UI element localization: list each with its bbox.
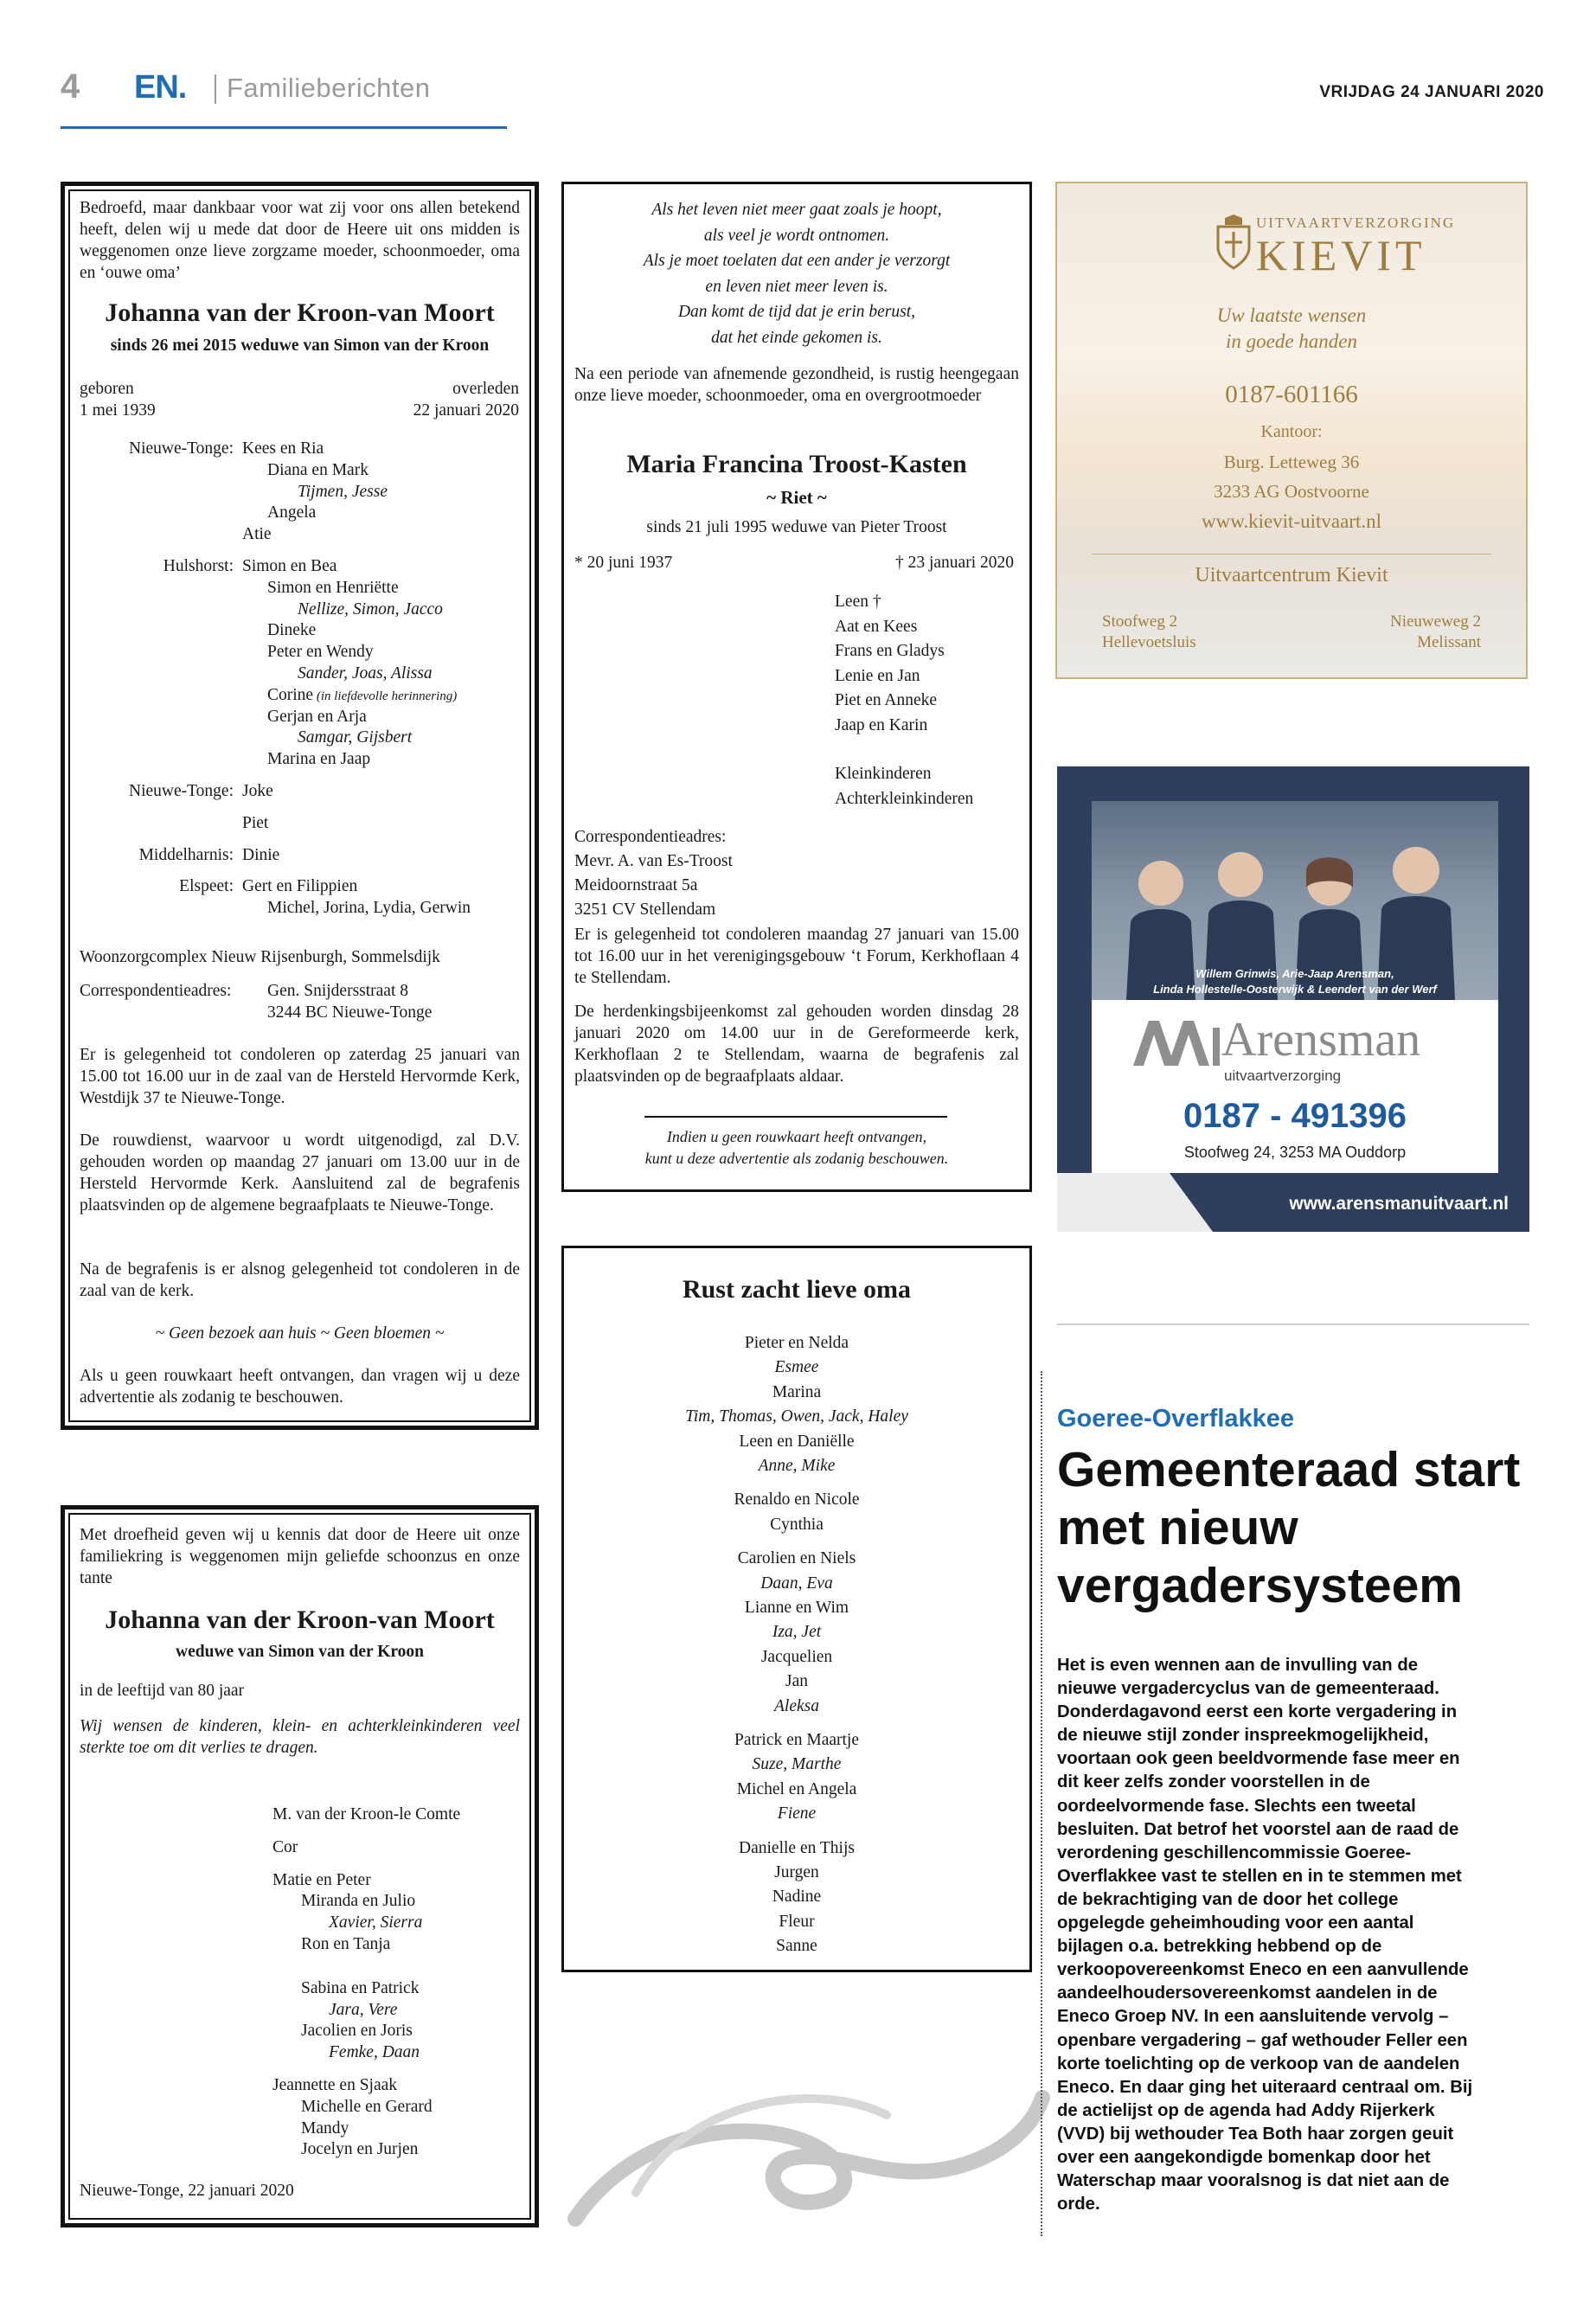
family-member: Pieter en Nelda	[744, 1334, 849, 1352]
notice-inner-border	[68, 189, 531, 1422]
family-place: Hulshorst:	[163, 557, 234, 575]
family-member: Tim, Thomas, Owen, Jack, Haley	[685, 1407, 908, 1426]
family-member: Patrick en Maartje	[734, 1731, 860, 1749]
family-member: Sanne	[776, 1937, 817, 1956]
arensman-advertisement[interactable]	[1057, 766, 1529, 1232]
arensman-logo-icon	[1133, 1021, 1220, 1066]
family-member: Gerjan en Arja	[267, 707, 367, 726]
family-member: Peter en Wendy	[267, 643, 374, 662]
kievit-loc2-street: Nieuweweg 2	[1390, 612, 1481, 631]
family-member: Angela	[267, 503, 317, 522]
notice2-memorial: De herdenkingsbijeenkomst zal gehouden worden dinsdag 28 januari 2020 om 14.00 uur in de Gereformeerde kerk, Kerkhoflaan 2 te Stellendam, waarna de begrafenis zal plaatsvinden op de begraafplaats aldaar.	[574, 1003, 1019, 1086]
family-member: Simon en Bea	[242, 557, 337, 575]
family-member: Renaldo en Nicole	[734, 1490, 860, 1509]
family-member: Cor	[272, 1837, 298, 1856]
notice1-after: Na de begrafenis is er alsnog gelegenheid tot condoleren in de zaal van de kerk.	[80, 1260, 520, 1300]
family-member: Jeannette en Sjaak	[272, 2076, 398, 2094]
family-member: Jacolien en Joris	[301, 2022, 413, 2041]
notice2-closing1: Indien u geen rouwkaart heeft ontvangen,	[666, 1128, 927, 1145]
kievit-city: 3233 AG Oostvoorne	[1214, 481, 1369, 502]
family-note: (in liefdevolle herinnering)	[313, 689, 458, 703]
poem-line: als veel je wordt ontnomen.	[703, 226, 890, 245]
team-photo	[1092, 801, 1498, 1000]
family-member: Marina	[772, 1382, 822, 1401]
kievit-loc1-street: Stoofweg 2	[1102, 612, 1178, 631]
arensman-url[interactable]: www.arensmanuitvaart.nl	[1289, 1194, 1509, 1214]
arensman-info-panel	[1092, 1000, 1498, 1173]
family-member: Ron en Tanja	[301, 1935, 391, 1953]
notice3-intro: Met droefheid geven wij u kennis dat door de Heere uit onze familiekring is weggenomen mijn geliefde schoonzus en onze tante	[80, 1526, 520, 1587]
family-place: Nieuwe-Tonge:	[128, 782, 234, 800]
family-member: Corine (in liefdevolle herinnering)	[267, 685, 458, 704]
article-divider	[1057, 1324, 1529, 1325]
family-member: Esmee	[774, 1358, 819, 1377]
family-member: Mandy	[301, 2118, 349, 2138]
family-member: Xavier, Sierra	[329, 1913, 423, 1932]
article-lead: Het is even wennen aan de invulling van de nieuwe vergadercyclus van de gemeenteraad. Donderdagavond eerst een korte vergadering in de nieuwe stijl zonder inspreekmogelijkheid, voortaan ook geen beeldvormende fase meer en dit keer zelfs zonder voorstellen in de oordeelvormende fase. Slechts een tweetal besluiten. Dat betrof het voorstel aan de raad de verordening geschillencommissie Goeree-Overflakkee vast te stellen en in te stemmen met de bekrachtiging van de door het college opgelegde geheimhouding voor een aantal bijlagen o.a. betrekking hebbend op de verkoopovereenkomst Eneco en een aanvullende aandeelhoudersovereenkomst aandelen in de Eneco Groep NV. In een aansluitende vervolg – openbare vergadering – gaf wethouder Feller een korte toelichting op de verkoop van de aandelen Eneco. En daar ging het uiteraard centraal om. Bij de actielijst op de agenda had Addy Rijerkerk (VVD) bij wethouder Tea Both haar zorgen geuit over een aangekondigde bomenkap door het Waterschap maar vooralsnog is dat niet aan de orde.	[1057, 1656, 1473, 2214]
notice1-corr-line2: 3244 BC Nieuwe-Tonge	[267, 1003, 433, 1022]
corr-label: Correspondentieadres:	[574, 828, 727, 846]
family-member: Jocelyn en Jurjen	[301, 2140, 419, 2159]
family-member: Nellize, Simon, Jacco	[298, 599, 443, 619]
family-member: Piet	[242, 813, 269, 832]
arensman-phone[interactable]: 0187 - 491396	[1183, 1097, 1407, 1135]
photo-caption-1: Willem Grinwis, Arie-Jaap Arensman,	[1195, 967, 1394, 980]
notice1-died-label: overleden	[452, 380, 519, 398]
notice1-intro: Bedroefd, maar dankbaar voor wat zij voor ons allen betekend heeft, delen wij u mede dat door de Heere uit ons midden is weggenomen onze lieve zorgzame moeder, schoonmoeder, oma en ‘ouwe oma’	[80, 199, 520, 282]
family-place: Nieuwe-Tonge:	[128, 439, 234, 458]
article-dotted-rule	[1041, 1371, 1042, 2236]
family-member: Kees en Ria	[242, 439, 324, 458]
newspaper-logo[interactable]: EN.	[134, 69, 187, 106]
family-member: Sander, Joas, Alissa	[298, 664, 433, 683]
family-member: Kleinkinderen	[835, 765, 932, 783]
family-place: Middelharnis:	[138, 845, 234, 864]
poem-line: dat het einde gekomen is.	[711, 328, 882, 347]
family-member: Tijmen, Jesse	[298, 482, 388, 501]
notice3-footer: Nieuwe-Tonge, 22 januari 2020	[80, 2182, 294, 2200]
family-member: Jaap en Karin	[835, 715, 928, 734]
notice3-age: in de leeftijd van 80 jaar	[80, 1682, 245, 1700]
kievit-office-label: Kantoor:	[1260, 422, 1323, 441]
family-member: Miranda en Julio	[301, 1892, 416, 1911]
notice1-corr-line1: Gen. Snijdersstraat 8	[267, 982, 409, 1000]
crest-icon	[1213, 215, 1254, 272]
notice3-subtitle: weduwe van Simon van der Kroon	[176, 1643, 424, 1661]
family-member: Suze, Marthe	[752, 1755, 842, 1774]
family-member: Michelle en Gerard	[301, 2097, 433, 2116]
family-place: Elspeet:	[179, 877, 234, 896]
family-member: Piet en Anneke	[835, 691, 938, 709]
family-member: Jara, Vere	[329, 2000, 398, 2019]
family-member: Lianne en Wim	[744, 1599, 849, 1617]
header-rule	[61, 126, 507, 129]
family-member: Cynthia	[770, 1515, 824, 1534]
notice1-corr-label: Correspondentieadres:	[80, 982, 232, 1000]
family-member: Lenie en Jan	[835, 666, 920, 685]
family-member: Marina en Jaap	[267, 750, 371, 769]
notice2-name: Maria Francina Troost-Kasten	[626, 450, 967, 478]
corr-line: Mevr. A. van Es-Troost	[574, 852, 733, 870]
death-notice-1	[61, 182, 539, 1430]
kievit-slogan-2: in goede handen	[1225, 330, 1357, 352]
issue-date: VRIJDAG 24 JANUARI 2020	[1319, 83, 1544, 101]
family-member: Atie	[242, 525, 272, 544]
notice2-condolence: Er is gelegenheid tot condoleren maandag 27 januari van 15.00 tot 16.00 uur in het verenigingsgebouw ‘t Forum, Kerkhoflaan 4 te Stellendam.	[574, 926, 1019, 987]
notice1-closing: Als u geen rouwkaart heeft ontvangen, dan vragen wij u deze advertentie als zodanig te beschouwen.	[80, 1367, 520, 1407]
family-member: Michel, Jorina, Lydia, Gerwin	[267, 899, 471, 918]
family-member: Simon en Henriëtte	[267, 578, 399, 597]
kievit-advertisement[interactable]	[1055, 182, 1528, 679]
family-member: Sabina en Patrick	[301, 1978, 420, 1997]
kievit-loc2-city: Melissant	[1417, 633, 1481, 651]
page-number: 4	[61, 67, 80, 106]
corr-line: Meidoornstraat 5a	[574, 876, 698, 894]
notice2-closing2: kunt u deze advertentie als zodanig beschouwen.	[644, 1150, 949, 1167]
notice1-born-date: 1 mei 1939	[80, 401, 156, 420]
family-member: Achterkleinkinderen	[835, 789, 974, 808]
notice1-residence: Woonzorgcomplex Nieuw Rijsenburgh, Sommelsdijk	[80, 948, 440, 966]
poem-line: Dan komt de tijd dat je erin berust,	[677, 303, 916, 321]
family-member: Joke	[242, 782, 273, 800]
family-member: Samgar, Gijsbert	[298, 728, 413, 747]
family-member: M. van der Kroon-le Comte	[272, 1805, 461, 1823]
family-member: Jan	[785, 1672, 808, 1691]
notice1-died-date: 22 januari 2020	[413, 401, 519, 420]
kievit-phone[interactable]: 0187-601166	[1225, 381, 1358, 408]
notice2-died: † 23 januari 2020	[894, 554, 1014, 572]
family-member: Leen †	[835, 593, 881, 611]
family-member: Dinie	[242, 845, 280, 864]
family-member: Anne, Mike	[758, 1457, 836, 1475]
family-member: Daan, Eva	[760, 1574, 833, 1593]
notice3-name: Johanna van der Kroon-van Moort	[105, 1606, 495, 1634]
family-member: Carolien en Niels	[737, 1549, 856, 1568]
family-member: Jacquelien	[760, 1647, 833, 1666]
arensman-address: Stoofweg 24, 3253 MA Ouddorp	[1183, 1144, 1407, 1161]
family-member: Fiene	[777, 1804, 817, 1823]
family-member: Dineke	[267, 621, 317, 640]
family-member: Michel en Angela	[736, 1779, 857, 1798]
notice2-nickname: ~ Riet ~	[766, 487, 827, 508]
section-title: Familieberichten	[227, 73, 431, 103]
family-member: Nadine	[772, 1888, 822, 1907]
kievit-street: Burg. Letteweg 36	[1223, 452, 1360, 472]
family-member: Fleur	[779, 1912, 815, 1931]
family-member: Aleksa	[774, 1696, 819, 1715]
family-member: Gert en Filippien	[242, 877, 358, 896]
kievit-centre: Uitvaartcentrum Kievit	[1195, 564, 1388, 586]
kievit-website[interactable]: www.kievit-uitvaart.nl	[1201, 510, 1381, 532]
family-member: Matie en Peter	[272, 1870, 371, 1889]
kievit-loc1-city: Hellevoetsluis	[1102, 633, 1196, 651]
family-member: Leen en Daniëlle	[739, 1432, 855, 1451]
poem-line: Als het leven niet meer gaat zoals je hoopt,	[651, 201, 942, 219]
family-member: Danielle en Thijs	[739, 1838, 855, 1857]
kievit-brand: KIEVIT	[1256, 231, 1426, 279]
notice2-subtitle: sinds 21 juli 1995 weduwe van Pieter Troost	[646, 518, 947, 536]
family-member: Iza, Jet	[772, 1623, 822, 1642]
notice1-condolence: Er is gelegenheid tot condoleren op zaterdag 25 januari van 15.00 tot 16.00 uur in de zaal van de Hersteld Hervormde Kerk, Westdijk 37 te Nieuwe-Tonge.	[80, 1046, 520, 1107]
article-kicker: Goeree-Overflakkee	[1057, 1405, 1295, 1433]
family-member: Frans en Gladys	[835, 642, 945, 660]
family-member: Aat en Kees	[835, 617, 918, 636]
poem-line: Als je moet toelaten dat een ander je verzorgt	[643, 252, 951, 270]
notice2-intro: Na een periode van afnemende gezondheid, is rustig heengegaan onze lieve moeder, schoonmoeder, oma en overgrootmoeder	[574, 365, 1019, 405]
notice1-service: De rouwdienst, waarvoor u wordt uitgenodigd, zal D.V. gehouden worden op maandag 27 januari om 13.00 uur in de Hersteld Hervormde Kerk. Aansluitend zal de begrafenis plaatsvinden op de algemene begraafplaats te Nieuwe-Tonge.	[80, 1131, 520, 1215]
kievit-slogan-1: Uw laatste wensen	[1216, 304, 1367, 326]
header-separator	[215, 74, 216, 104]
notice1-born-label: geboren	[80, 380, 134, 398]
notice1-subtitle: sinds 26 mei 2015 weduwe van Simon van der Kroon	[110, 336, 490, 355]
article-headline[interactable]: Gemeenteraad start met nieuw vergadersysteem	[1057, 1442, 1521, 1613]
notice4-title: Rust zacht lieve oma	[682, 1275, 912, 1304]
arensman-brand: Arensman	[1221, 1013, 1421, 1067]
photo-caption-2: Linda Hollestelle-Oosterwijk & Leendert van der Werf	[1153, 983, 1437, 996]
arensman-tagline: uitvaartverzorging	[1224, 1067, 1342, 1084]
family-member: Femke, Daan	[329, 2043, 420, 2062]
family-member: Jurgen	[774, 1863, 819, 1881]
notice2-rule	[644, 1116, 947, 1118]
poem-line: en leven niet meer leven is.	[705, 277, 888, 296]
notice1-no-visit: ~ Geen bezoek aan huis ~ Geen bloemen ~	[155, 1324, 445, 1343]
notice3-wish: Wij wensen de kinderen, klein- en achterkleinkinderen veel sterkte toe om dit verlies te dragen.	[80, 1717, 520, 1757]
corr-line: 3251 CV Stellendam	[574, 901, 716, 919]
swirl-ornament-icon	[558, 2063, 1051, 2227]
notice1-name: Johanna van der Kroon-van Moort	[105, 298, 495, 327]
notice2-born: * 20 juni 1937	[574, 554, 673, 572]
family-member: Diana en Mark	[267, 460, 369, 479]
kievit-kicker: UITVAARTVERZORGING	[1256, 215, 1456, 231]
